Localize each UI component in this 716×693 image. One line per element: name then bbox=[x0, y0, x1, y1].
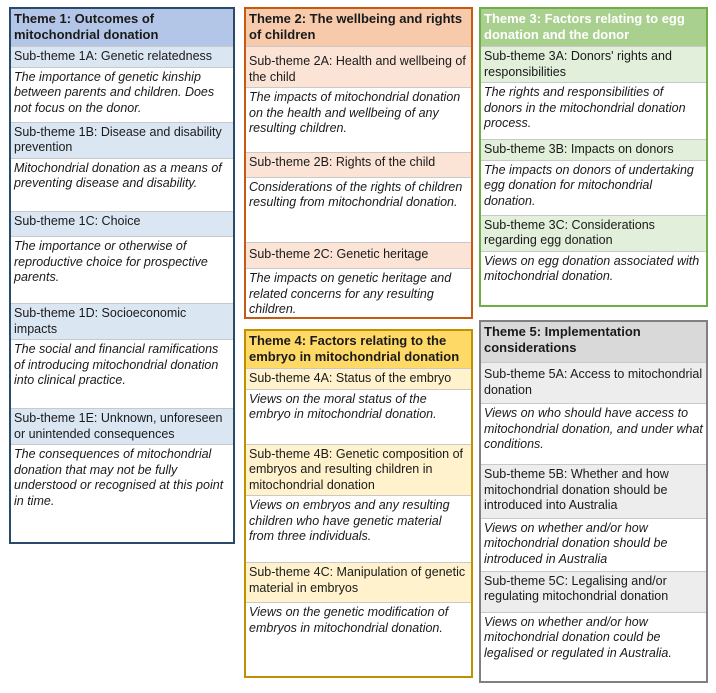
subtheme-1a-label: Sub-theme 1A: Genetic relatedness bbox=[11, 46, 233, 68]
subtheme-5a-description: Views on who should have access to mitochondrial donation, and under what conditions. bbox=[481, 404, 706, 464]
subtheme-1e-label: Sub-theme 1E: Unknown, unforeseen or unintended consequences bbox=[11, 408, 233, 445]
subtheme-1d-label: Sub-theme 1D: Socioeconomic impacts bbox=[11, 303, 233, 340]
theme-2-box bbox=[244, 7, 473, 319]
theme-5-title: Theme 5: Implementation considerations bbox=[481, 322, 706, 362]
subtheme-4b-label: Sub-theme 4B: Genetic composition of embryos and resulting children in mitochondrial donation bbox=[246, 444, 471, 497]
subtheme-2c-description: The impacts on genetic heritage and related concerns for any resulting children. bbox=[246, 269, 471, 319]
subtheme-5a-label: Sub-theme 5A: Access to mitochondrial donation bbox=[481, 362, 706, 404]
theme-4-title: Theme 4: Factors relating to the embryo in mitochondrial donation bbox=[246, 331, 471, 368]
theme-3-title: Theme 3: Factors relating to egg donation and the donor bbox=[481, 9, 706, 46]
subtheme-4a-description: Views on the moral status of the embryo in mitochondrial donation. bbox=[246, 390, 471, 444]
subtheme-4b-description: Views on embryos and any resulting children who have genetic material from three individuals. bbox=[246, 496, 471, 562]
subtheme-5c-label: Sub-theme 5C: Legalising and/or regulating mitochondrial donation bbox=[481, 571, 706, 613]
theme-2-title: Theme 2: The wellbeing and rights of children bbox=[246, 9, 471, 46]
subtheme-3c-label: Sub-theme 3C: Considerations regarding egg donation bbox=[481, 215, 706, 252]
subtheme-1c-label: Sub-theme 1C: Choice bbox=[11, 211, 233, 238]
subtheme-2a-label: Sub-theme 2A: Health and wellbeing of the child bbox=[246, 46, 471, 88]
subtheme-1a-description: The importance of genetic kinship between parents and children. Does not focus on the donor. bbox=[11, 68, 233, 122]
subtheme-3a-label: Sub-theme 3A: Donors' rights and responsibilities bbox=[481, 46, 706, 83]
subtheme-5b-label: Sub-theme 5B: Whether and how mitochondrial donation should be introduced into Australia bbox=[481, 464, 706, 519]
subtheme-1d-description: The social and financial ramifications of introducing mitochondrial donation into clinical practice. bbox=[11, 340, 233, 408]
subtheme-2b-label: Sub-theme 2B: Rights of the child bbox=[246, 152, 471, 178]
subtheme-1b-label: Sub-theme 1B: Disease and disability prevention bbox=[11, 122, 233, 159]
subtheme-3a-description: The rights and responsibilities of donors in the mitochondrial donation process. bbox=[481, 83, 706, 139]
theme-1-title: Theme 1: Outcomes of mitochondrial donation bbox=[11, 9, 233, 46]
subtheme-3b-label: Sub-theme 3B: Impacts on donors bbox=[481, 139, 706, 161]
subtheme-5b-description: Views on whether and/or how mitochondrial donation should be introduced in Australia bbox=[481, 519, 706, 571]
theme-3-box bbox=[479, 7, 708, 307]
subtheme-3c-description: Views on egg donation associated with mitochondrial donation. bbox=[481, 252, 706, 289]
subtheme-1c-description: The importance or otherwise of reproductive choice for prospective parents. bbox=[11, 237, 233, 303]
subtheme-1e-description: The consequences of mitochondrial donation that may not be fully understood or recognised at this point in time. bbox=[11, 445, 233, 513]
theme-4-box bbox=[244, 329, 473, 678]
subtheme-2a-description: The impacts of mitochondrial donation on the health and wellbeing of any resulting children. bbox=[246, 88, 471, 152]
theme-1-box bbox=[9, 7, 235, 544]
subtheme-5c-description: Views on whether and/or how mitochondrial donation could be legalised or regulated in Australia. bbox=[481, 613, 706, 666]
subtheme-1b-description: Mitochondrial donation as a means of preventing disease and disability. bbox=[11, 159, 233, 211]
subtheme-4a-label: Sub-theme 4A: Status of the embryo bbox=[246, 368, 471, 390]
subtheme-4c-description: Views on the genetic modification of embryos in mitochondrial donation. bbox=[246, 603, 471, 640]
subtheme-2b-description: Considerations of the rights of children resulting from mitochondrial donation. bbox=[246, 178, 471, 242]
subtheme-4c-label: Sub-theme 4C: Manipulation of genetic material in embryos bbox=[246, 562, 471, 603]
subtheme-2c-label: Sub-theme 2C: Genetic heritage bbox=[246, 242, 471, 270]
theme-5-box bbox=[479, 320, 708, 683]
subtheme-3b-description: The impacts on donors of undertaking egg donation for mitochondrial donation. bbox=[481, 161, 706, 215]
